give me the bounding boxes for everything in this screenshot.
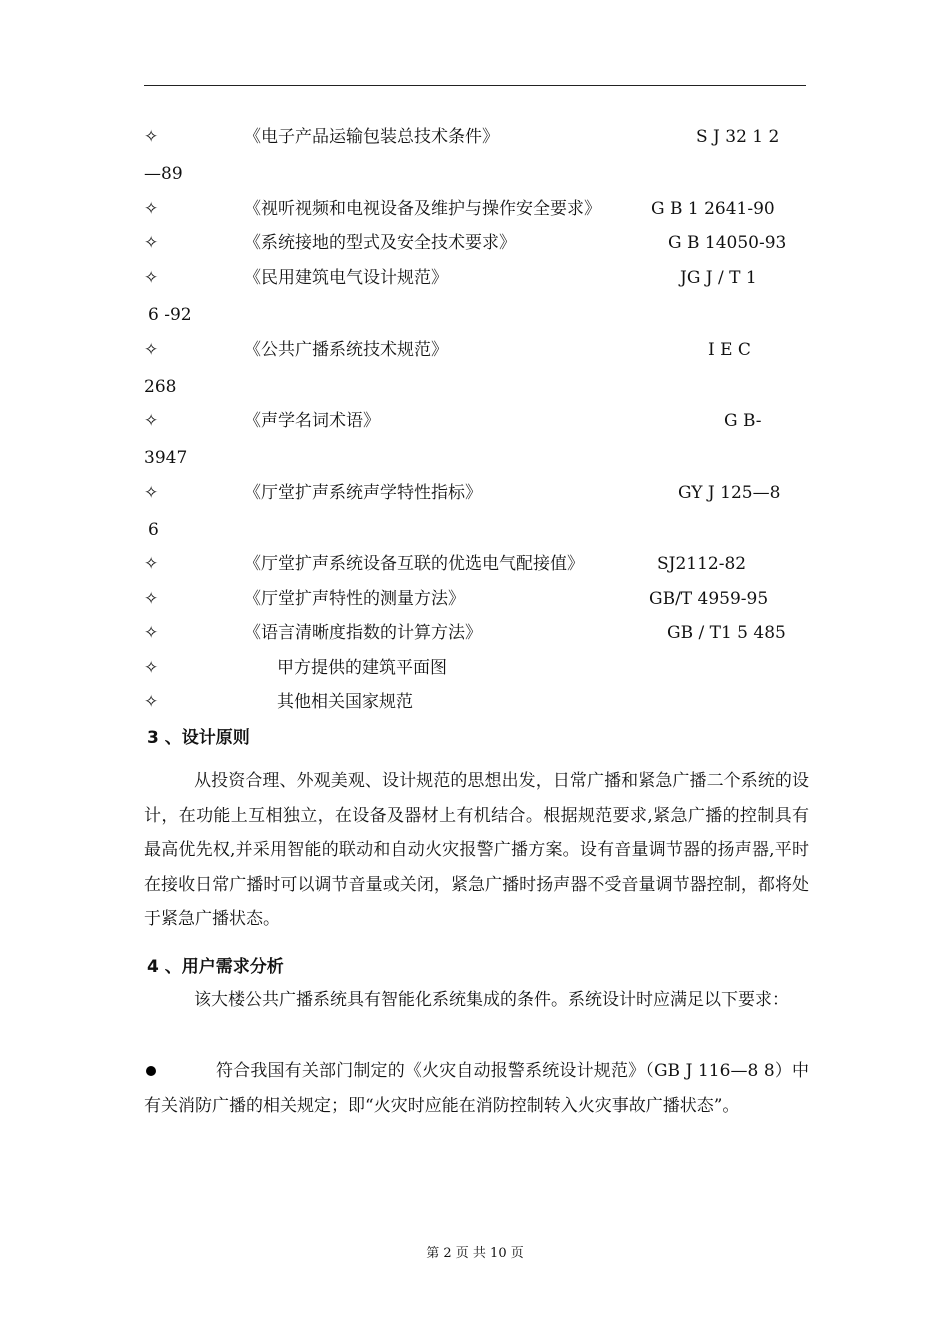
header-rule <box>144 85 806 86</box>
standard-code-continued: 6 <box>148 520 159 540</box>
list-symbol: ✧ <box>144 554 159 574</box>
list-symbol: ✧ <box>144 340 159 360</box>
standard-code: G B 14050-93 <box>668 233 787 253</box>
standard-code-continued: 6 -92 <box>148 305 192 325</box>
section-paragraph <box>144 983 809 1018</box>
list-symbol: ✧ <box>144 623 159 643</box>
standard-title: 《电子产品运输包装总技术条件》 <box>244 127 499 147</box>
standard-code-continued: —89 <box>144 164 183 184</box>
section-heading: 4 、用户需求分析 <box>147 957 284 977</box>
list-symbol: ✧ <box>144 692 159 712</box>
standard-title: 《厅堂扩声系统设备互联的优选电气配接值》 <box>244 554 584 574</box>
standard-code: G B- <box>724 411 762 431</box>
standard-code: I E C <box>708 340 751 360</box>
list-symbol: ✧ <box>144 233 159 253</box>
standard-title: 甲方提供的建筑平面图 <box>277 658 447 678</box>
list-symbol: ✧ <box>144 127 159 147</box>
standard-code-continued: 3947 <box>144 448 188 468</box>
paragraph-text: 该大楼公共广播系统具有智能化系统集成的条件。系统设计时应满足以下要求： <box>194 990 789 1010</box>
list-symbol: ✧ <box>144 658 159 678</box>
list-symbol: ✧ <box>144 589 159 609</box>
standard-title: 《民用建筑电气设计规范》 <box>244 268 448 288</box>
standard-title: 《视听视频和电视设备及维护与操作安全要求》 <box>244 199 601 219</box>
list-symbol: ✧ <box>144 411 159 431</box>
standard-code: GY J 125—8 <box>678 483 781 503</box>
paragraph-text: 从投资合理、外观美观、设计规范的思想出发，日常广播和紧急广播二个系统的设计，在功能上互相独立，在设备及器材上有机结合。根据规范要求,紧急广播的控制具有最高优先权,并采用智能的联动和自动火灾报警广播方案。设有音量调节器的扬声器,平时在接收日常广播时可以调节音量或关闭，紧急广播时扬声器不受音量调节器控制，都将处于紧急广播状态。 <box>144 771 809 929</box>
list-symbol: ✧ <box>144 483 159 503</box>
standard-title: 《系统接地的型式及安全技术要求》 <box>244 233 516 253</box>
bullet-paragraph: 符合我国有关部门制定的《火灾自动报警系统设计规范》（GB J 116—8 8）中有关消防广播的相关规定；即“火灾时应能在消防控制转入火灾事故广播状态”。 <box>144 1061 809 1116</box>
section-paragraph <box>144 764 809 937</box>
list-symbol: ✧ <box>144 199 159 219</box>
standard-code: S J 32 1 2 <box>696 127 780 147</box>
standard-title: 《声学名词术语》 <box>244 411 380 431</box>
standard-code: SJ2112-82 <box>657 554 747 574</box>
standard-title: 《厅堂扩声系统声学特性指标》 <box>244 483 482 503</box>
standard-code: JG J / T 1 <box>680 268 757 288</box>
standard-code: GB/T 4959-95 <box>649 589 769 609</box>
standard-title: 《厅堂扩声特性的测量方法》 <box>244 589 465 609</box>
standard-code: GB / T1 5 485 <box>667 623 786 643</box>
section-heading: 3 、设计原则 <box>147 728 250 748</box>
page-footer: 第 2 页 共 10 页 <box>426 1246 524 1261</box>
list-symbol: ✧ <box>144 268 159 288</box>
standard-code-continued: 268 <box>144 377 177 397</box>
standard-title: 其他相关国家规范 <box>277 692 413 712</box>
standard-title: 《语言清晰度指数的计算方法》 <box>244 623 482 643</box>
standard-title: 《公共广播系统技术规范》 <box>244 340 448 360</box>
standard-code: G B 1 2641-90 <box>651 199 775 219</box>
